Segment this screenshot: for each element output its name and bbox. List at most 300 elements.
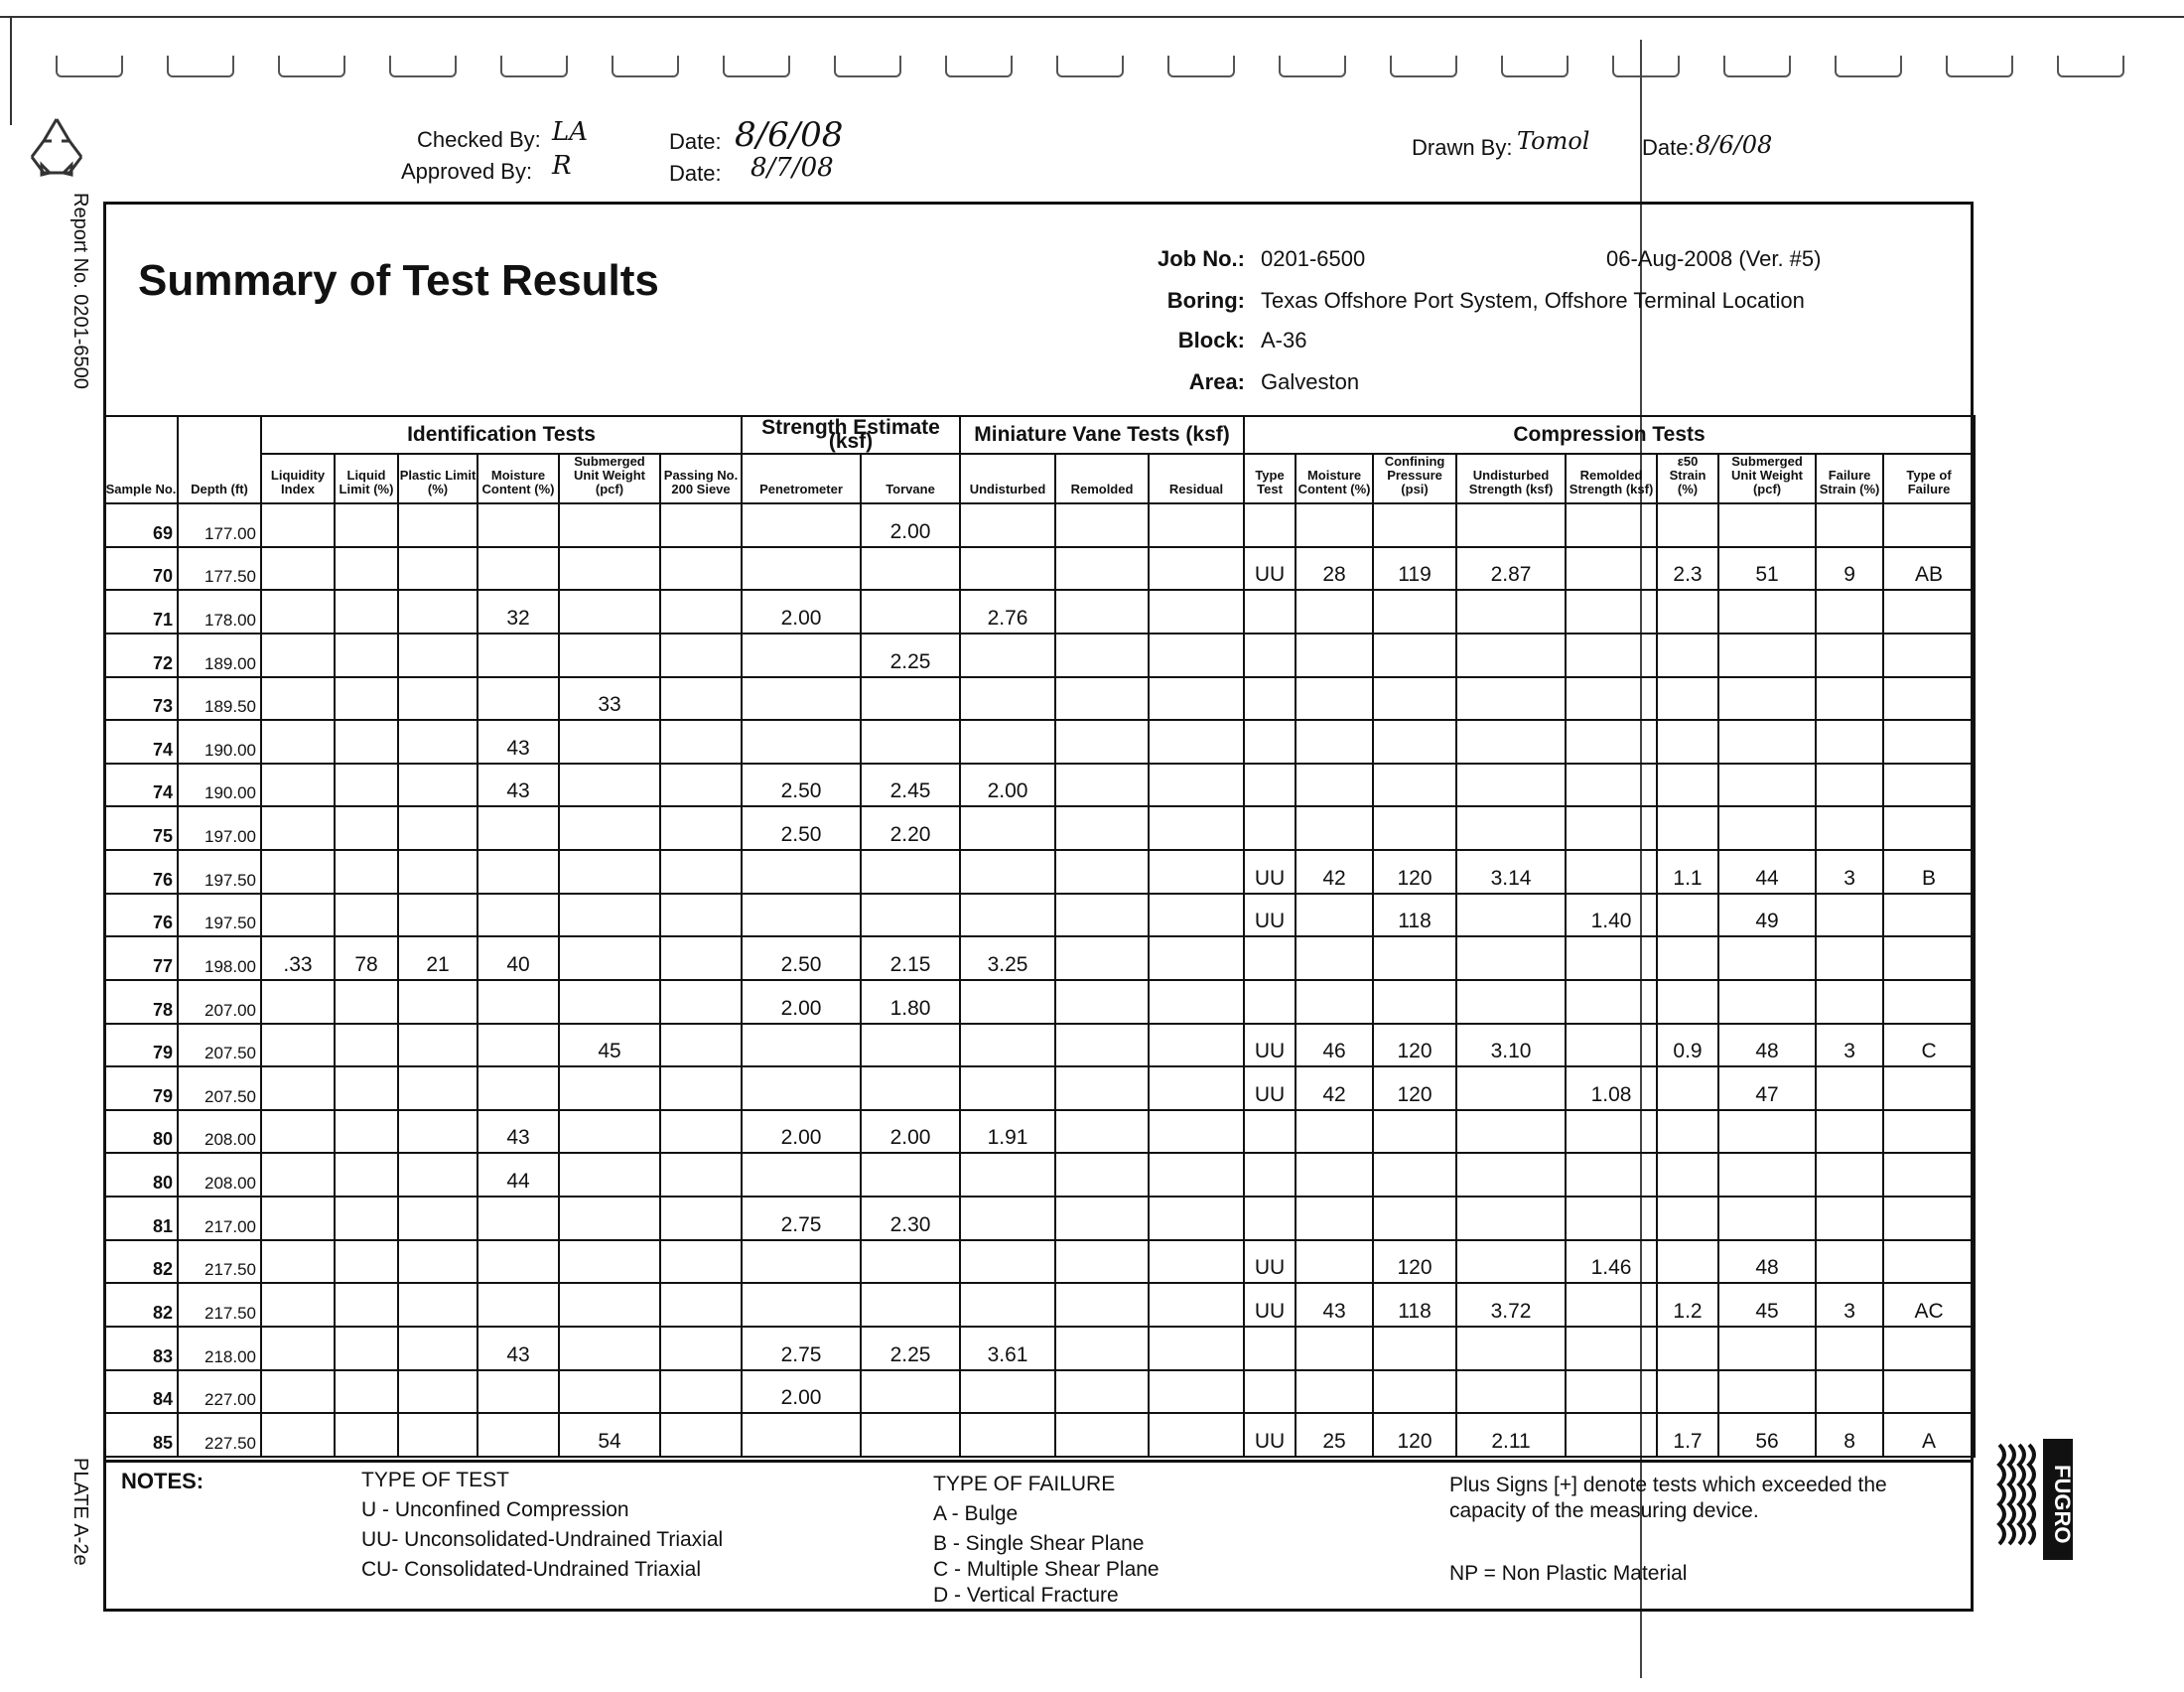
table-cell [861, 547, 960, 591]
table-cell [398, 677, 478, 721]
depth-cell: 217.00 [178, 1197, 261, 1240]
table-cell [660, 1024, 742, 1067]
table-cell [478, 806, 559, 850]
table-cell [1373, 720, 1456, 764]
table-cell [1883, 1066, 1975, 1110]
table-cell [742, 547, 861, 591]
table-cell: 28 [1296, 547, 1373, 591]
table-row [104, 720, 1975, 764]
table-cell [1244, 980, 1296, 1024]
table-cell [1373, 764, 1456, 807]
table-cell [1657, 590, 1718, 634]
table-cell [398, 1066, 478, 1110]
depth-cell: 208.00 [178, 1153, 261, 1197]
table-cell [1657, 1327, 1718, 1370]
table-cell [478, 1413, 559, 1457]
sheet-tab [1946, 56, 2013, 77]
table-cell [1816, 634, 1883, 677]
table-cell [1296, 1110, 1373, 1154]
sample-no-cell: 82 [104, 1240, 178, 1284]
table-cell [1373, 806, 1456, 850]
table-cell [1456, 806, 1566, 850]
group-vane: Miniature Vane Tests (ksf) [960, 416, 1244, 454]
table-cell [398, 1413, 478, 1457]
area-value: Galveston [1261, 369, 1360, 394]
sheet-tab [1835, 56, 1902, 77]
table-cell [1149, 547, 1244, 591]
table-cell [261, 980, 335, 1024]
table-cell [261, 547, 335, 591]
table-cell [398, 1110, 478, 1154]
table-cell [478, 1024, 559, 1067]
table-cell [1456, 1197, 1566, 1240]
table-cell [1657, 1066, 1718, 1110]
table-row [104, 503, 1975, 547]
table-cell [1055, 764, 1149, 807]
table-cell [960, 1153, 1055, 1197]
table-cell: C [1883, 1024, 1975, 1067]
table-cell [742, 503, 861, 547]
table-cell [960, 980, 1055, 1024]
depth-cell: 190.00 [178, 720, 261, 764]
table-cell [1718, 806, 1816, 850]
table-cell: 120 [1373, 1066, 1456, 1110]
job-no-label: Job No.: [1158, 246, 1245, 271]
table-cell [1373, 936, 1456, 980]
table-cell [1055, 1024, 1149, 1067]
table-cell [1373, 590, 1456, 634]
table-cell: 56 [1718, 1413, 1816, 1457]
table-cell: UU [1244, 1240, 1296, 1284]
table-cell [1296, 1197, 1373, 1240]
table-cell [559, 1327, 660, 1370]
report-number: Report No. 0201-6500 [69, 193, 91, 389]
table-cell [1055, 806, 1149, 850]
table-cell [1657, 1110, 1718, 1154]
table-cell [1456, 503, 1566, 547]
sheet-tab [278, 56, 345, 77]
table-cell [1883, 980, 1975, 1024]
table-cell [1456, 894, 1566, 937]
table-cell: 118 [1373, 894, 1456, 937]
table-cell [1296, 936, 1373, 980]
approved-date-value: 8/7/08 [751, 153, 834, 183]
table-cell [398, 503, 478, 547]
depth-cell: 227.50 [178, 1413, 261, 1457]
depth-cell: 208.00 [178, 1110, 261, 1154]
table-cell [1149, 1153, 1244, 1197]
boring-label: Boring: [1166, 288, 1245, 313]
table-cell [1456, 1153, 1566, 1197]
sample-no-cell: 77 [104, 936, 178, 980]
table-cell [1883, 1197, 1975, 1240]
table-cell: 2.15 [861, 936, 960, 980]
table-cell [1566, 1153, 1657, 1197]
sheet-tab [1167, 56, 1235, 77]
table-cell [261, 806, 335, 850]
col-header: Moisture Content (%) [478, 454, 559, 503]
table-cell [960, 1024, 1055, 1067]
depth-cell: 197.00 [178, 806, 261, 850]
table-cell [559, 547, 660, 591]
table-cell: UU [1244, 1066, 1296, 1110]
table-cell [660, 590, 742, 634]
table-cell [1055, 980, 1149, 1024]
table-cell [660, 1413, 742, 1457]
table-cell: 2.50 [742, 764, 861, 807]
table-cell [1149, 1413, 1244, 1457]
table-cell [1718, 1327, 1816, 1370]
table-cell: 2.50 [742, 936, 861, 980]
plus-signs-note: Plus Signs [+] denote tests which exceeded the capacity of the measuring device. [1449, 1474, 1887, 1522]
table-cell [960, 806, 1055, 850]
table-cell [398, 1327, 478, 1370]
table-row [104, 936, 1975, 980]
table-cell: 8 [1816, 1413, 1883, 1457]
table-cell [335, 1413, 398, 1457]
table-cell: 2.00 [861, 503, 960, 547]
table-cell [660, 503, 742, 547]
table-cell [478, 1283, 559, 1327]
table-cell [861, 1413, 960, 1457]
table-cell [335, 1110, 398, 1154]
table-cell [1883, 806, 1975, 850]
table-row [104, 677, 1975, 721]
table-row [104, 894, 1975, 937]
table-cell: 0.9 [1657, 1024, 1718, 1067]
area-label: Area: [1188, 369, 1245, 394]
table-cell: 2.50 [742, 806, 861, 850]
table-cell [660, 1066, 742, 1110]
table-cell [1456, 1370, 1566, 1414]
table-cell [1816, 1110, 1883, 1154]
test-type-title: TYPE OF TEST [361, 1469, 509, 1491]
table-cell [261, 503, 335, 547]
table-cell [1055, 1066, 1149, 1110]
table-cell: 45 [1718, 1283, 1816, 1327]
table-cell [960, 634, 1055, 677]
table-cell: 47 [1718, 1066, 1816, 1110]
table-cell: UU [1244, 894, 1296, 937]
col-header: Failure Strain (%) [1816, 454, 1883, 503]
failure-type-item: B - Single Shear Plane [933, 1532, 1145, 1555]
table-cell [1055, 936, 1149, 980]
table-cell [398, 806, 478, 850]
table-cell: 120 [1373, 1240, 1456, 1284]
table-cell [1657, 720, 1718, 764]
table-cell [1055, 1283, 1149, 1327]
table-cell [1657, 503, 1718, 547]
table-cell [1657, 806, 1718, 850]
table-cell: 2.11 [1456, 1413, 1566, 1457]
table-cell: 51 [1718, 547, 1816, 591]
sheet-tab [945, 56, 1013, 77]
table-cell: .33 [261, 936, 335, 980]
table-cell [1718, 1153, 1816, 1197]
table-cell [1657, 1197, 1718, 1240]
table-row [104, 1327, 1975, 1370]
table-cell [660, 547, 742, 591]
table-cell [1244, 936, 1296, 980]
sample-no-cell: 74 [104, 764, 178, 807]
depth-cell: 227.00 [178, 1370, 261, 1414]
table-cell: 25 [1296, 1413, 1373, 1457]
table-cell [1244, 1197, 1296, 1240]
table-cell [1566, 850, 1657, 894]
table-cell [1296, 1240, 1373, 1284]
table-cell: A [1883, 1413, 1975, 1457]
table-cell: 1.80 [861, 980, 960, 1024]
non-plastic-note: NP = Non Plastic Material [1449, 1562, 1688, 1585]
table-cell [1373, 677, 1456, 721]
table-cell [398, 850, 478, 894]
table-cell [1718, 764, 1816, 807]
table-cell: 2.25 [861, 634, 960, 677]
table-cell [1657, 1153, 1718, 1197]
failure-type-item: A - Bulge [933, 1502, 1019, 1525]
table-cell [1816, 936, 1883, 980]
table-cell [1657, 936, 1718, 980]
table-cell [742, 1240, 861, 1284]
table-cell [1244, 764, 1296, 807]
table-cell [335, 1327, 398, 1370]
table-cell [960, 894, 1055, 937]
table-cell [1816, 806, 1883, 850]
col-header: Moisture Content (%) [1296, 454, 1373, 503]
fugro-logo [1995, 1435, 2077, 1564]
col-header: Sample No. [104, 416, 178, 503]
table-cell [1055, 894, 1149, 937]
notes-label: NOTES: [121, 1469, 205, 1493]
table-cell: 119 [1373, 547, 1456, 591]
table-cell [261, 634, 335, 677]
table-cell [335, 1240, 398, 1284]
table-cell: 120 [1373, 1024, 1456, 1067]
table-cell [478, 894, 559, 937]
table-cell [261, 1153, 335, 1197]
table-cell [1883, 1153, 1975, 1197]
table-cell: 42 [1296, 850, 1373, 894]
col-header: Liquid Limit (%) [335, 454, 398, 503]
table-cell [742, 850, 861, 894]
col-header: Liquidity Index [261, 454, 335, 503]
sheet-tab [500, 56, 568, 77]
table-row [104, 1066, 1975, 1110]
table-cell [1816, 590, 1883, 634]
table-cell [1244, 1110, 1296, 1154]
table-row [104, 590, 1975, 634]
table-cell [559, 1197, 660, 1240]
table-cell [660, 1283, 742, 1327]
table-cell [559, 936, 660, 980]
table-cell [261, 590, 335, 634]
table-cell: 33 [559, 677, 660, 721]
table-cell [398, 1153, 478, 1197]
sample-no-cell: 79 [104, 1024, 178, 1067]
table-cell [660, 936, 742, 980]
table-cell [1657, 1240, 1718, 1284]
sample-no-cell: 76 [104, 894, 178, 937]
table-cell [660, 764, 742, 807]
table-cell [1055, 850, 1149, 894]
table-cell [1566, 547, 1657, 591]
table-cell [1883, 503, 1975, 547]
table-cell: 21 [398, 936, 478, 980]
col-header: Submerged Unit Weight (pcf) [1718, 454, 1816, 503]
depth-cell: 197.50 [178, 894, 261, 937]
sample-no-cell: 74 [104, 720, 178, 764]
table-cell: 2.75 [742, 1327, 861, 1370]
top-edge-line [0, 16, 2184, 18]
table-cell [1566, 634, 1657, 677]
results-table [103, 415, 1976, 1458]
sheet-tab [1501, 56, 1569, 77]
table-cell [1816, 1240, 1883, 1284]
table-cell [1055, 590, 1149, 634]
group-identification: Identification Tests [261, 416, 742, 454]
table-cell: 3 [1816, 850, 1883, 894]
table-cell [1718, 1110, 1816, 1154]
depth-cell: 189.00 [178, 634, 261, 677]
checked-by-label: Checked By: [417, 127, 541, 152]
table-cell: 32 [478, 590, 559, 634]
table-cell [1883, 1370, 1975, 1414]
table-cell: 3 [1816, 1283, 1883, 1327]
table-cell [398, 894, 478, 937]
depth-cell: 189.50 [178, 677, 261, 721]
table-cell [335, 1024, 398, 1067]
table-cell: 2.20 [861, 806, 960, 850]
table-cell [660, 850, 742, 894]
table-cell: B [1883, 850, 1975, 894]
sheet-tab [1723, 56, 1791, 77]
table-cell [660, 677, 742, 721]
table-cell: 120 [1373, 1413, 1456, 1457]
sheet-tab [167, 56, 234, 77]
depth-cell: 178.00 [178, 590, 261, 634]
table-cell [1816, 1197, 1883, 1240]
table-cell [1456, 1066, 1566, 1110]
table-cell [398, 590, 478, 634]
table-cell [1883, 634, 1975, 677]
table-cell [1055, 1370, 1149, 1414]
table-cell: 1.40 [1566, 894, 1657, 937]
table-row [104, 980, 1975, 1024]
table-cell [478, 634, 559, 677]
table-cell [1816, 980, 1883, 1024]
table-cell [1149, 720, 1244, 764]
col-header: Torvane [861, 454, 960, 503]
drawn-by-label: Drawn By: [1412, 135, 1513, 160]
sheet-tab [1390, 56, 1457, 77]
table-row [104, 1110, 1975, 1154]
table-cell [1055, 1327, 1149, 1370]
table-cell: 78 [335, 936, 398, 980]
table-cell [1149, 1110, 1244, 1154]
table-cell: 44 [1718, 850, 1816, 894]
table-cell [1149, 677, 1244, 721]
table-cell [960, 1413, 1055, 1457]
table-cell [398, 1283, 478, 1327]
table-cell [261, 1024, 335, 1067]
table-cell [1373, 1197, 1456, 1240]
table-cell [1883, 1110, 1975, 1154]
col-header: Remolded Strength (ksf) [1566, 454, 1657, 503]
table-cell [1657, 634, 1718, 677]
table-cell: 49 [1718, 894, 1816, 937]
table-cell [861, 1370, 960, 1414]
sample-no-cell: 78 [104, 980, 178, 1024]
table-row [104, 1413, 1975, 1457]
table-cell [1055, 547, 1149, 591]
table-cell [1657, 677, 1718, 721]
table-cell [1816, 1153, 1883, 1197]
table-cell: UU [1244, 1413, 1296, 1457]
table-cell [1055, 1413, 1149, 1457]
table-cell [1657, 1370, 1718, 1414]
table-cell [1816, 1066, 1883, 1110]
table-cell: 1.7 [1657, 1413, 1718, 1457]
table-cell [478, 1240, 559, 1284]
table-cell [1373, 980, 1456, 1024]
approved-by-label: Approved By: [401, 159, 533, 184]
table-cell [1296, 1153, 1373, 1197]
table-cell [1883, 936, 1975, 980]
sheet-tab [2057, 56, 2124, 77]
table-row [104, 1370, 1975, 1414]
table-cell [1373, 1110, 1456, 1154]
table-row [104, 1024, 1975, 1067]
table-cell: 2.30 [861, 1197, 960, 1240]
table-cell [398, 1370, 478, 1414]
sample-no-cell: 82 [104, 1283, 178, 1327]
table-cell [335, 547, 398, 591]
table-cell [559, 503, 660, 547]
table-cell [1566, 936, 1657, 980]
job-date-version: 06-Aug-2008 (Ver. #5) [1606, 246, 1822, 271]
table-cell [559, 1110, 660, 1154]
table-cell: 42 [1296, 1066, 1373, 1110]
table-cell [478, 1370, 559, 1414]
failure-type-title: TYPE OF FAILURE [933, 1473, 1116, 1495]
depth-cell: 190.00 [178, 764, 261, 807]
table-cell [1055, 1110, 1149, 1154]
table-cell [861, 1024, 960, 1067]
table-cell [335, 503, 398, 547]
table-cell [1244, 806, 1296, 850]
table-cell [1296, 764, 1373, 807]
table-cell [960, 1197, 1055, 1240]
table-cell: 1.91 [960, 1110, 1055, 1154]
col-header: Confining Pressure (psi) [1373, 454, 1456, 503]
table-cell [1149, 503, 1244, 547]
table-cell [861, 1240, 960, 1284]
table-cell: 3.61 [960, 1327, 1055, 1370]
left-edge-line [10, 16, 12, 125]
table-cell [742, 894, 861, 937]
table-cell [335, 980, 398, 1024]
table-row [104, 764, 1975, 807]
table-cell: 1.08 [1566, 1066, 1657, 1110]
table-cell [398, 764, 478, 807]
plate-number: PLATE A-2e [69, 1458, 91, 1566]
table-cell: 54 [559, 1413, 660, 1457]
col-header: ε50 Strain (%) [1657, 454, 1718, 503]
table-cell [1373, 1327, 1456, 1370]
table-cell [1244, 1153, 1296, 1197]
table-cell [1816, 720, 1883, 764]
table-cell [1149, 1240, 1244, 1284]
